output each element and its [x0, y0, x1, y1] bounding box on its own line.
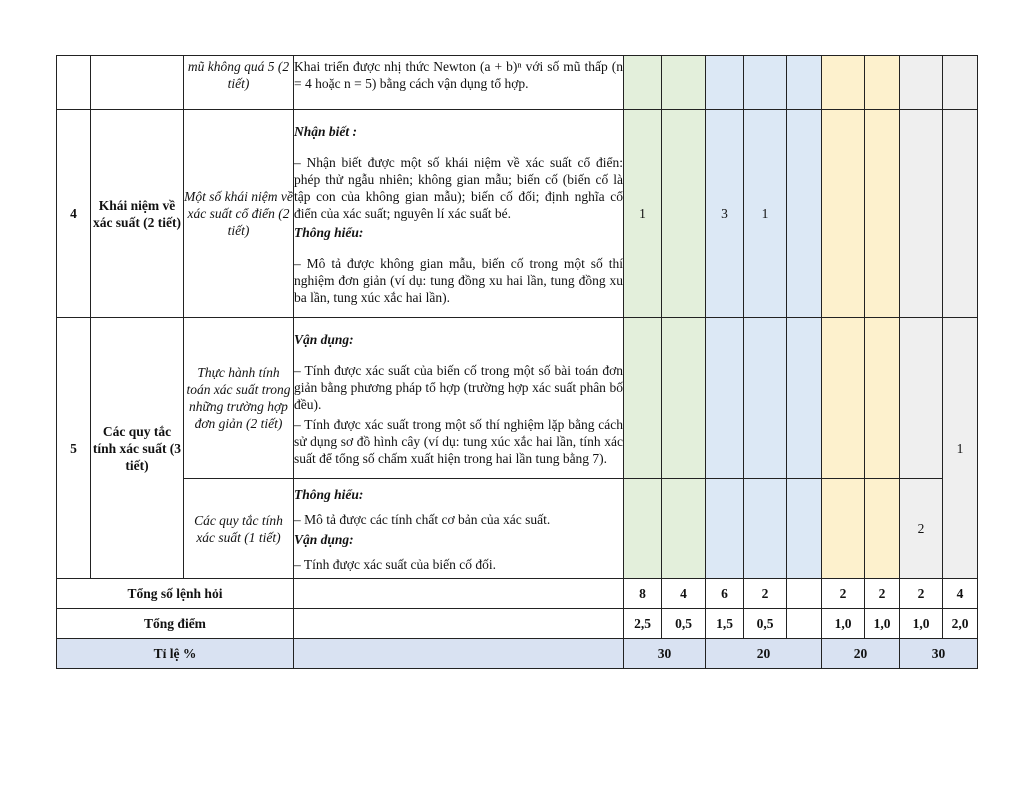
count-cell	[865, 479, 900, 579]
summary-value: 20	[706, 639, 822, 669]
summary-value: 0,5	[662, 609, 706, 639]
count-cell	[662, 318, 706, 479]
table-row-topic-5-b	[57, 479, 978, 579]
summary-value: 4	[943, 579, 978, 609]
requirement-text: – Tính được xác suất của biến cố trong một số bài toán đơn giản bằng phương pháp tổ hợp (trường hợp xác suất phân bố đều).	[294, 362, 623, 412]
summary-value: 0,5	[744, 609, 787, 639]
count-cell	[943, 110, 978, 318]
unit-cell: Một số khái niệm về xác suất cổ điển (2 tiết)	[184, 110, 294, 318]
unit-cell: Thực hành tính toán xác suất trong những trường hợp đơn giản (2 tiết)	[184, 318, 294, 479]
summary-value: 2,0	[943, 609, 978, 639]
summary-value: 8	[624, 579, 662, 609]
requirement-text: – Mô tả được không gian mẫu, biến cố trong một số thí nghiệm đơn giản (ví dụ: tung đồng xu hai lần, tung đồng xu ba lần, tung xúc xắc hai lần).	[294, 255, 623, 305]
requirement-text: – Mô tả được các tính chất cơ bản của xác suất.	[294, 511, 551, 527]
summary-value: 30	[624, 639, 706, 669]
summary-value: 2	[900, 579, 943, 609]
table-row-topic-3-tail	[57, 56, 978, 110]
count-cell	[662, 56, 706, 110]
count-cell	[822, 110, 865, 318]
summary-blank-cell	[294, 639, 624, 669]
level-label: Vận dụng:	[294, 531, 354, 547]
count-cell	[744, 56, 787, 110]
count-cell	[787, 479, 822, 579]
count-cell	[744, 479, 787, 579]
requirement-cell	[294, 110, 624, 318]
count-cell	[787, 110, 822, 318]
count-cell: 2	[900, 479, 943, 579]
summary-value: 1,0	[822, 609, 865, 639]
stt-cell	[57, 56, 91, 110]
summary-value: 1,0	[900, 609, 943, 639]
summary-value: 30	[900, 639, 978, 669]
count-cell	[900, 318, 943, 479]
count-cell	[706, 56, 744, 110]
requirement-text: – Tính được xác suất trong một số thí nghiệm lặp bằng cách sử dụng sơ đồ hình cây (ví dụ: tung xúc xắc hai lần, tính xác suất để tổng số chấm xuất hiện trong hai lần tung bằng 7).	[294, 416, 623, 466]
summary-label: Tỉ lệ %	[57, 639, 294, 669]
count-cell	[943, 56, 978, 110]
count-cell	[624, 56, 662, 110]
count-cell	[822, 56, 865, 110]
summary-row-points	[57, 609, 978, 639]
summary-value: 20	[822, 639, 900, 669]
level-label: Nhận biết :	[294, 123, 358, 139]
summary-value	[787, 579, 822, 609]
count-cell: 1	[624, 110, 662, 318]
count-cell	[900, 110, 943, 318]
count-cell	[706, 318, 744, 479]
level-label: Thông hiểu:	[294, 224, 364, 240]
requirement-text: – Nhận biết được một số khái niệm về xác suất cổ điển: phép thử ngẫu nhiên; không gian mẫu; biến cố (biến cố là tập con của không gian mẫu); biến cố đối; định nghĩa cổ điển của xác suất; nguyên lí xác suất bé.	[294, 154, 623, 221]
topic-cell	[91, 56, 184, 110]
unit-cell: mũ không quá 5 (2 tiết)	[184, 56, 294, 110]
summary-blank-cell	[294, 609, 624, 639]
summary-value: 2	[822, 579, 865, 609]
summary-value	[787, 609, 822, 639]
table-row-topic-4	[57, 110, 978, 318]
summary-value: 2,5	[624, 609, 662, 639]
count-cell	[624, 318, 662, 479]
summary-value: 1,0	[865, 609, 900, 639]
count-cell	[822, 479, 865, 579]
count-cell	[787, 56, 822, 110]
requirement-text: – Tính được xác suất của biến cố đối.	[294, 556, 497, 572]
topic-cell: Các quy tắc tính xác suất (3 tiết)	[91, 318, 184, 579]
table-row-topic-5-a	[57, 318, 978, 479]
count-cell	[706, 479, 744, 579]
count-cell	[865, 110, 900, 318]
topic-cell: Khái niệm về xác suất (2 tiết)	[91, 110, 184, 318]
count-cell	[787, 318, 822, 479]
count-cell	[662, 479, 706, 579]
summary-label: Tổng điểm	[57, 609, 294, 639]
stt-cell: 4	[57, 110, 91, 318]
summary-value: 2	[744, 579, 787, 609]
count-cell	[865, 318, 900, 479]
count-cell	[662, 110, 706, 318]
summary-value: 1,5	[706, 609, 744, 639]
count-cell: 3	[706, 110, 744, 318]
summary-row-questions	[57, 579, 978, 609]
summary-value: 4	[662, 579, 706, 609]
requirement-cell	[294, 318, 624, 479]
count-cell	[900, 56, 943, 110]
assessment-matrix-table	[56, 55, 978, 669]
count-cell	[865, 56, 900, 110]
requirement-cell	[294, 479, 624, 579]
summary-blank-cell	[294, 579, 624, 609]
count-cell: 1	[943, 318, 978, 579]
count-cell	[822, 318, 865, 479]
unit-cell: Các quy tắc tính xác suất (1 tiết)	[184, 479, 294, 579]
level-label: Thông hiểu:	[294, 486, 364, 502]
count-cell	[624, 479, 662, 579]
stt-cell: 5	[57, 318, 91, 579]
summary-value: 2	[865, 579, 900, 609]
summary-label: Tổng số lệnh hỏi	[57, 579, 294, 609]
count-cell	[744, 318, 787, 479]
requirement-cell: Khai triển được nhị thức Newton (a + b)ⁿ với số mũ thấp (n = 4 hoặc n = 5) bằng cách vận dụng tổ hợp.	[294, 56, 624, 110]
summary-row-ratio	[57, 639, 978, 669]
count-cell: 1	[744, 110, 787, 318]
summary-value: 6	[706, 579, 744, 609]
level-label: Vận dụng:	[294, 331, 354, 347]
